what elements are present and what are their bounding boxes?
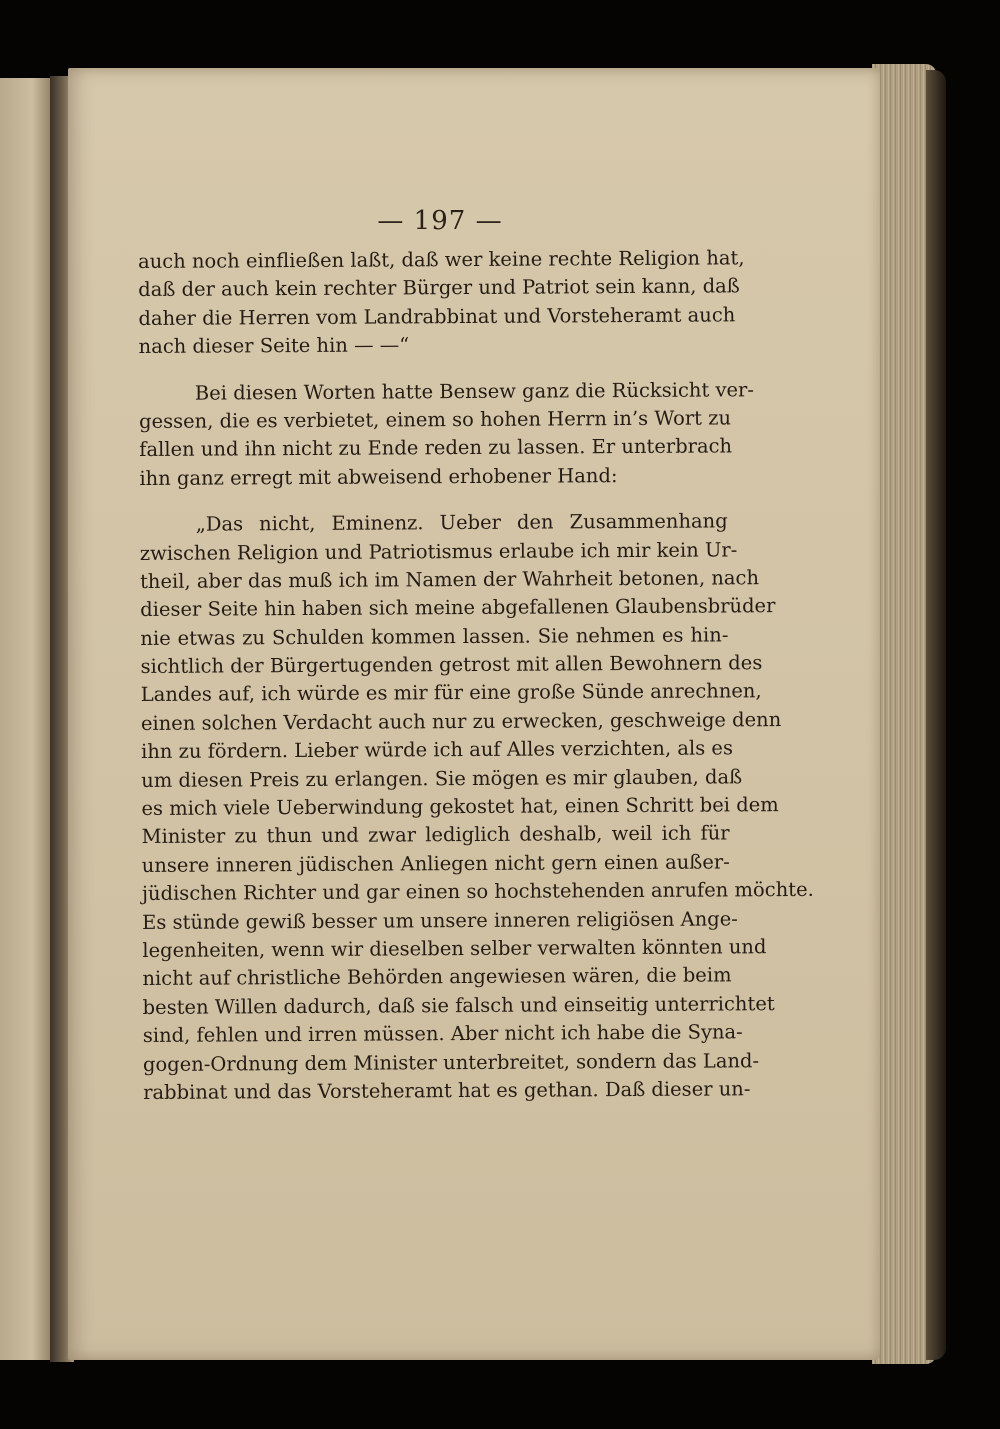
text-line: ihn ganz erregt mit abweisend erhobener Hand:: [139, 463, 618, 490]
text-line: Landes auf, ich würde es mir für eine große Sünde anrechnen,: [140, 679, 762, 707]
text-line: Bei diesen Worten hatte Bensew ganz die Rücksicht ver-: [194, 377, 754, 405]
text-line: legenheiten, wenn wir dieselben selber verwalten könnten und: [142, 935, 767, 962]
paragraph: [139, 508, 814, 1108]
text-line: es mich viele Ueberwindung gekostet hat, einen Schritt bei dem: [141, 793, 779, 821]
text-line: Es stünde gewiß besser um unsere inneren religiösen Ange-: [142, 906, 738, 934]
text-line: gogen-Ordnung dem Minister unterbreitet, sondern das Land-: [142, 1048, 760, 1076]
text-line: zwischen Religion und Patriotismus erlaube ich mir kein Ur-: [139, 537, 738, 565]
text-line: daß der auch kein rechter Bürger und Patriot sein kann, daß: [138, 274, 740, 302]
text-line: einen solchen Verdacht auch nur zu erwecken, geschweige denn: [140, 707, 782, 735]
text-line: gessen, die es verbietet, einem so hohen Herrn in’s Wort zu: [138, 406, 732, 433]
text-line: rabbinat und das Vorsteheramt hat es gethan. Daß dieser un-: [143, 1077, 751, 1104]
text-line: Minister zu thun und zwar lediglich deshalb, weil ich für: [141, 821, 730, 849]
text-line: „Das nicht, Eminenz. Ueber den Zusammenhang: [195, 509, 728, 536]
text-line: daher die Herren vom Landrabbinat und Vorsteheramt auch: [138, 303, 736, 330]
text-line: fallen und ihn nicht zu Ende reden zu lassen. Er unterbrach: [139, 434, 733, 462]
facing-page-edge: [0, 78, 54, 1360]
text-line: jüdischen Richter und gar einen so hochstehenden anrufen möchte.: [141, 878, 814, 906]
text-line: theil, aber das muß ich im Namen der Wahrheit betonen, nach: [139, 566, 760, 593]
page-number: — 197 —: [377, 206, 503, 236]
page-text: [138, 244, 814, 1107]
text-line: um diesen Preis zu erlangen. Sie mögen es mir glauben, daß: [141, 764, 743, 792]
text-line: sind, fehlen und irren müssen. Aber nicht ich habe die Syna-: [142, 1020, 743, 1048]
text-line: ihn zu fördern. Lieber würde ich auf Alles verzichten, als es: [141, 736, 733, 764]
text-line: nicht auf christliche Behörden angewiesen wären, die beim: [142, 963, 732, 991]
text-line: unsere inneren jüdischen Anliegen nicht gern einen außer-: [141, 850, 730, 877]
text-line: besten Willen dadurch, daß sie falsch und einseitig unterrichtet: [142, 991, 775, 1019]
paragraph: [138, 244, 745, 361]
text-line: dieser Seite hin haben sich meine abgefallenen Glaubensbrüder: [140, 594, 776, 622]
text-line: auch noch einfließen laßt, daß wer keine rechte Religion hat,: [138, 246, 745, 273]
text-line: nach dieser Seite hin — —“: [138, 333, 410, 359]
paragraph: [138, 376, 754, 493]
text-line: nie etwas zu Schulden kommen lassen. Sie nehmen es hin-: [140, 623, 729, 650]
book-edge-shadow: [926, 70, 946, 1360]
text-line: sichtlich der Bürgertugenden getrost mit allen Bewohnern des: [140, 651, 763, 679]
